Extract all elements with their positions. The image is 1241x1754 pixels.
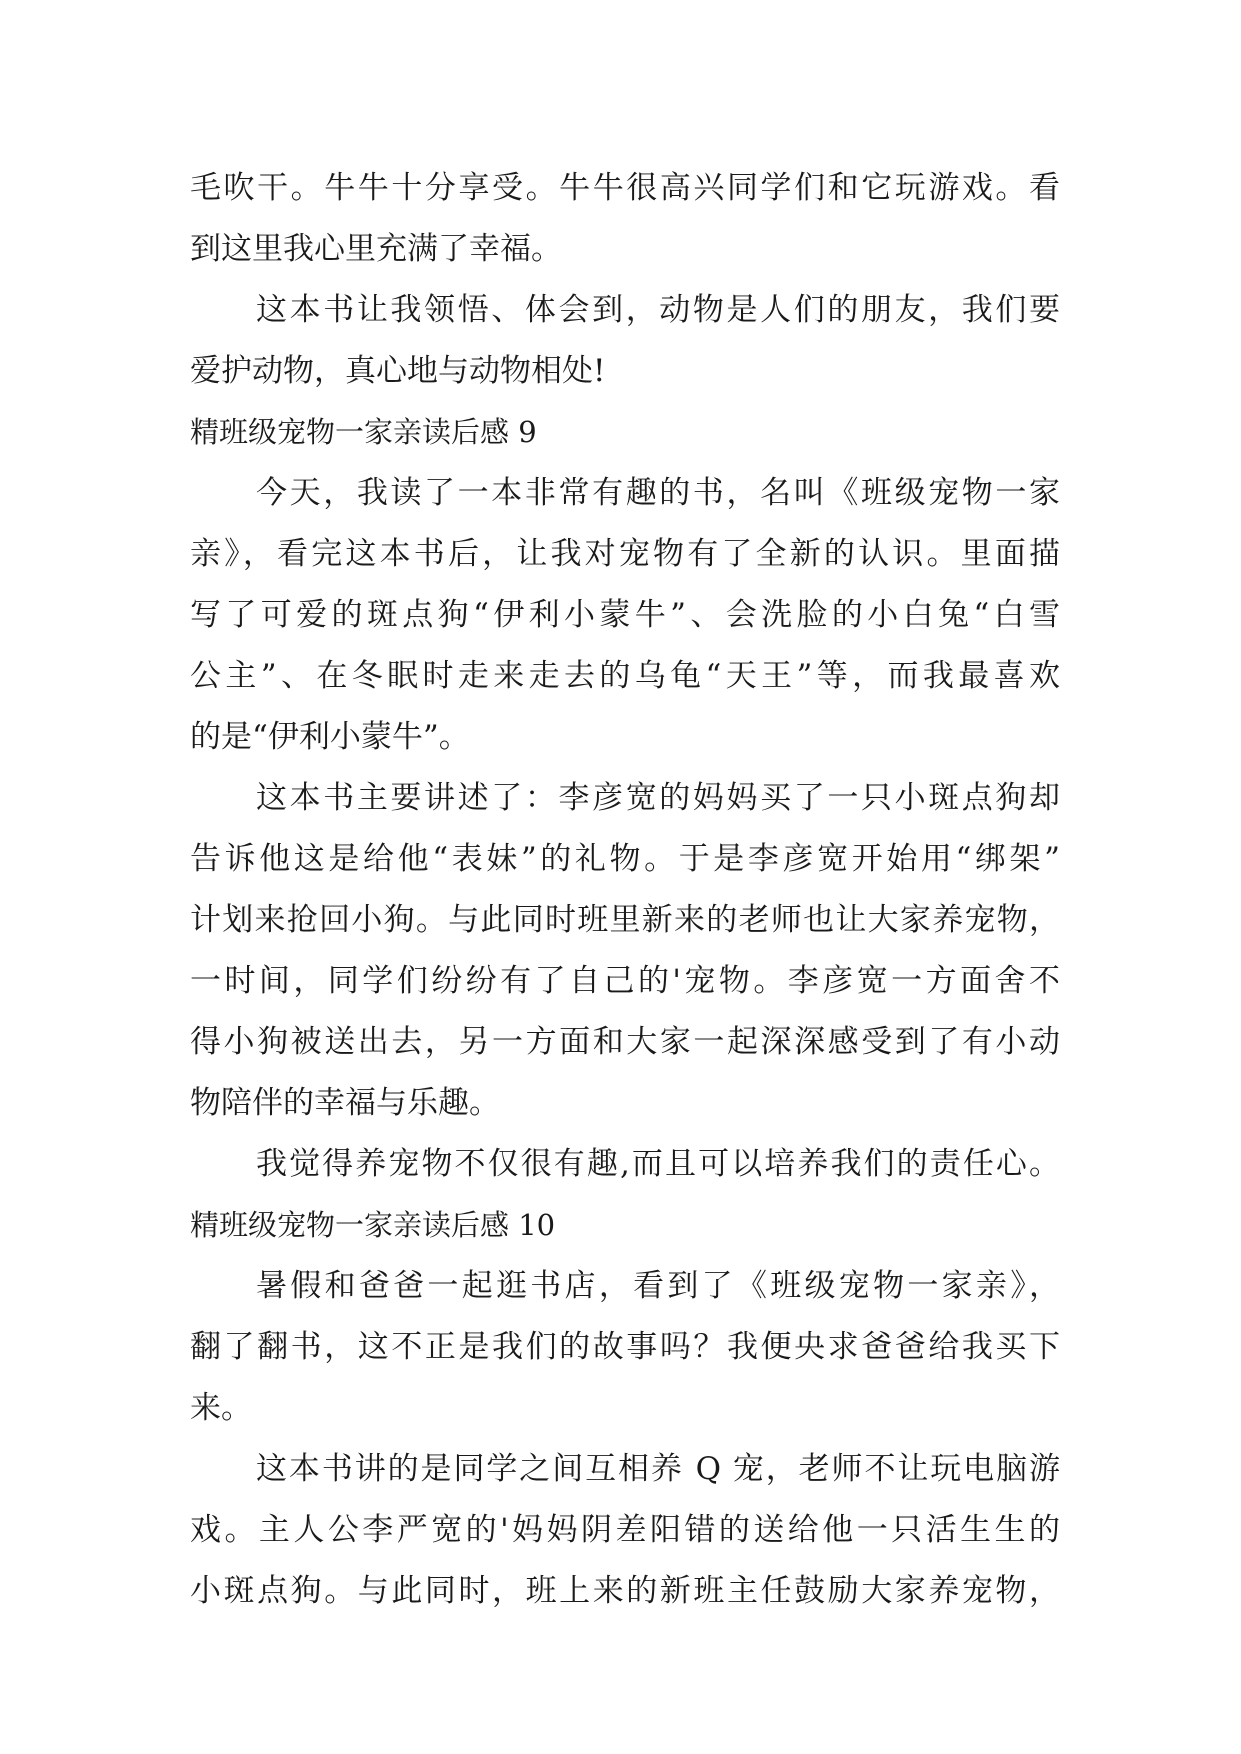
text-line: 暑假和爸爸一起逛书店，看到了《班级宠物一家亲》，: [256, 1268, 1060, 1304]
text-line: 物陪伴的幸福与乐趣。: [190, 1085, 500, 1121]
text-line: 爱护动物，真心地与动物相处!: [190, 353, 606, 389]
text-line: 的是“伊利小蒙牛”。: [190, 719, 470, 755]
text-line: 计划来抢回小狗。与此同时班里新来的老师也让大家养宠物，: [190, 902, 1060, 938]
text-line: 告诉他这是给他“表妹”的礼物。于是李彦宽开始用“绑架”: [190, 841, 1060, 877]
text-line: 到这里我心里充满了幸福。: [190, 231, 562, 267]
section-heading: 精班级宠物一家亲读后感 9: [190, 415, 537, 449]
text-line: 今天，我读了一本非常有趣的书，名叫《班级宠物一家: [256, 475, 1060, 511]
text-line: 来。: [190, 1390, 252, 1426]
text-line: 写了可爱的斑点狗“伊利小蒙牛”、会洗脸的小白兔“白雪: [190, 597, 1060, 633]
text-line: 这本书主要讲述了：李彦宽的妈妈买了一只小斑点狗却: [256, 780, 1060, 816]
text-line: 这本书讲的是同学之间互相养 Q 宠，老师不让玩电脑游: [256, 1451, 1060, 1487]
text-line: 翻了翻书，这不正是我们的故事吗？我便央求爸爸给我买下: [190, 1329, 1060, 1365]
section-heading: 精班级宠物一家亲读后感 10: [190, 1208, 556, 1242]
text-line: 公主”、在冬眠时走来走去的乌龟“天王”等，而我最喜欢: [190, 658, 1060, 694]
text-line: 一时间，同学们纷纷有了自己的'宠物。李彦宽一方面舍不: [190, 963, 1060, 999]
text-line: 亲》，看完这本书后，让我对宠物有了全新的认识。里面描: [190, 536, 1060, 572]
text-line: 得小狗被送出去，另一方面和大家一起深深感受到了有小动: [190, 1024, 1060, 1060]
text-line: 小斑点狗。与此同时，班上来的新班主任鼓励大家养宠物，: [190, 1573, 1060, 1609]
text-line: 我觉得养宠物不仅很有趣,而且可以培养我们的责任心。: [256, 1146, 1060, 1182]
text-line: 戏。主人公李严宽的'妈妈阴差阳错的送给他一只活生生的: [190, 1512, 1060, 1548]
text-line: 这本书让我领悟、体会到，动物是人们的朋友，我们要: [256, 292, 1060, 328]
text-line: 毛吹干。牛牛十分享受。牛牛很高兴同学们和它玩游戏。看: [190, 170, 1060, 206]
document-page: [190, 158, 1060, 1622]
